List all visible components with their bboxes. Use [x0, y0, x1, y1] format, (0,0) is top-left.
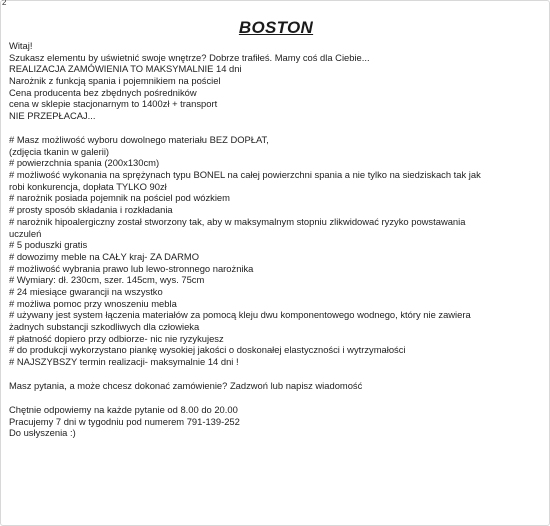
feature-line: # NAJSZYBSZY termin realizacji- maksymalnie 14 dni ! [9, 356, 239, 368]
feature-line: # możliwość wybrania prawo lub lewo-stronnego narożnika [9, 262, 254, 274]
closing-line: Do usłyszenia :) [9, 427, 76, 439]
intro-line: Szukasz elementu by uświetnić swoje wnętrze? Dobrze trafiłeś. Mamy coś dla Ciebie... [9, 51, 370, 63]
paragraph-gap [9, 368, 549, 380]
feature-line: # możliwa pomoc przy wnoszeniu mebla [9, 297, 177, 309]
question-line: Masz pytania, a może chcesz dokonać zamówienie? Zadzwoń lub napisz wiadomość [9, 379, 363, 391]
intro-line: Witaj! [9, 40, 33, 51]
feature-line: # prosty sposób składania i rozkładania [9, 204, 173, 216]
description-body [9, 40, 549, 439]
feature-line: (zdjęcia tkanin w galerii) [9, 145, 110, 157]
feature-line: # płatność dopiero przy odbiorze- nic nie ryzykujesz [9, 332, 224, 344]
paragraph-gap [9, 122, 549, 134]
feature-line: # do produkcji wykorzystano piankę wysokiej jakości o doskonałej elastyczności i wytrzymałości [9, 344, 406, 356]
feature-line: # Masz możliwość wyboru dowolnego materiału BEZ DOPŁAT, [9, 134, 269, 145]
feature-line: # możliwość wykonania na sprężynach typu BONEL na całej powierzchni spania a nie tylko na siedziskach tak jak [9, 169, 481, 181]
intro-line: Narożnik z funkcją spania i pojemnikiem na pościel [9, 75, 221, 87]
feature-line: robi konkurencja, dopłata TYLKO 90zł [9, 180, 167, 192]
feature-line: # 5 poduszki gratis [9, 239, 88, 251]
feature-line: # narożnik posiada pojemnik na pościel pod wózkiem [9, 192, 230, 204]
feature-line: uczuleń [9, 227, 42, 239]
feature-line: # dowozimy meble na CAŁY kraj- ZA DARMO [9, 250, 199, 262]
feature-line: # powierzchnia spania (200x130cm) [9, 157, 160, 169]
contact-phone: Pracujemy 7 dni w tygodniu pod numerem 791-139-252 [9, 415, 240, 427]
intro-line: NIE PRZEPŁACAJ... [9, 110, 96, 122]
feature-line: # używany jest system łączenia materiałów za pomocą kleju dwu komponentowego wodnego, który nie zawiera [9, 309, 471, 321]
product-title: BOSTON [238, 18, 314, 37]
paragraph-gap [9, 392, 549, 404]
corner-mark: 2 [2, 0, 7, 7]
feature-line: żadnych substancji szkodliwych dla człowieka [9, 321, 200, 332]
contact-hours: Chętnie odpowiemy na każde pytanie od 8.00 do 20.00 [9, 403, 238, 415]
intro-line: Cena producenta bez zbędnych pośredników [9, 86, 197, 98]
feature-line: # narożnik hipoalergiczny został stworzony tak, aby w maksymalnym stopniu zlikwidować ryzyko powstawania [9, 215, 466, 227]
feature-line: # 24 miesiące gwarancji na wszystko [9, 285, 163, 297]
feature-line: # Wymiary: dł. 230cm, szer. 145cm, wys. 75cm [9, 274, 205, 286]
intro-line: REALIZACJA ZAMÓWIENIA TO MAKSYMALNIE 14 dni [9, 63, 242, 75]
intro-line: cena w sklepie stacjonarnym to 1400zł + transport [9, 98, 218, 110]
